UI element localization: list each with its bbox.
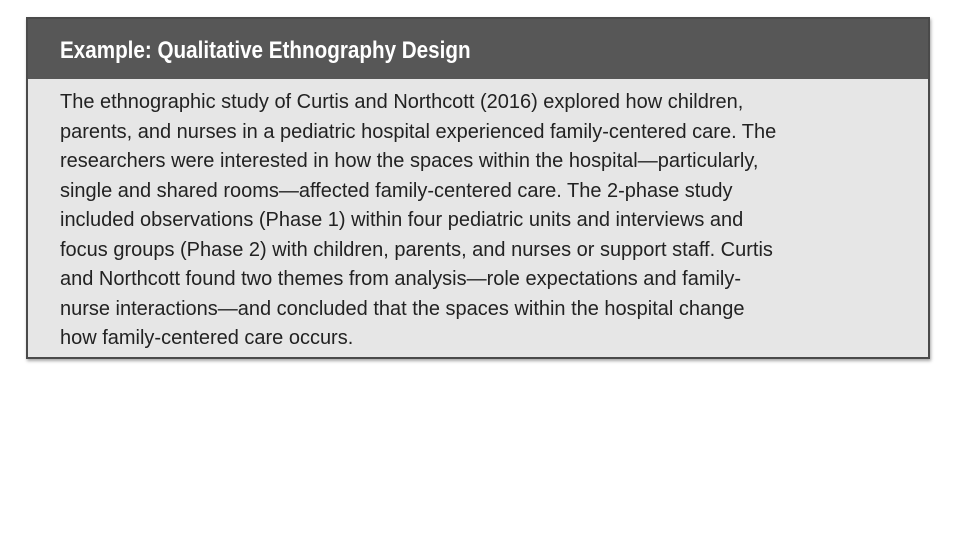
body-line: single and shared rooms—affected family-centered care. The 2-phase study [60, 178, 733, 202]
body-line: and Northcott found two themes from analysis—role expectations and family- [60, 267, 742, 290]
example-title: Example: Qualitative Ethnography Design [60, 37, 471, 64]
body-line: The ethnographic study of Curtis and Northcott (2016) explored how children, [60, 90, 744, 113]
body-line: included observations (Phase 1) within four pediatric units and interviews and [60, 208, 744, 231]
body-line: focus groups (Phase 2) with children, parents, and nurses or support staff. Curtis [60, 237, 773, 261]
body-line: nurse interactions—and concluded that the spaces within the hospital change [60, 296, 745, 320]
body-line: how family-centered care occurs. [60, 326, 354, 349]
example-body [28, 79, 928, 353]
body-line: researchers were interested in how the spaces within the hospital—particularly, [60, 149, 759, 172]
body-line: parents, and nurses in a pediatric hospital experienced family-centered care. The [60, 119, 777, 143]
example-header [28, 19, 928, 79]
example-box [26, 17, 930, 359]
